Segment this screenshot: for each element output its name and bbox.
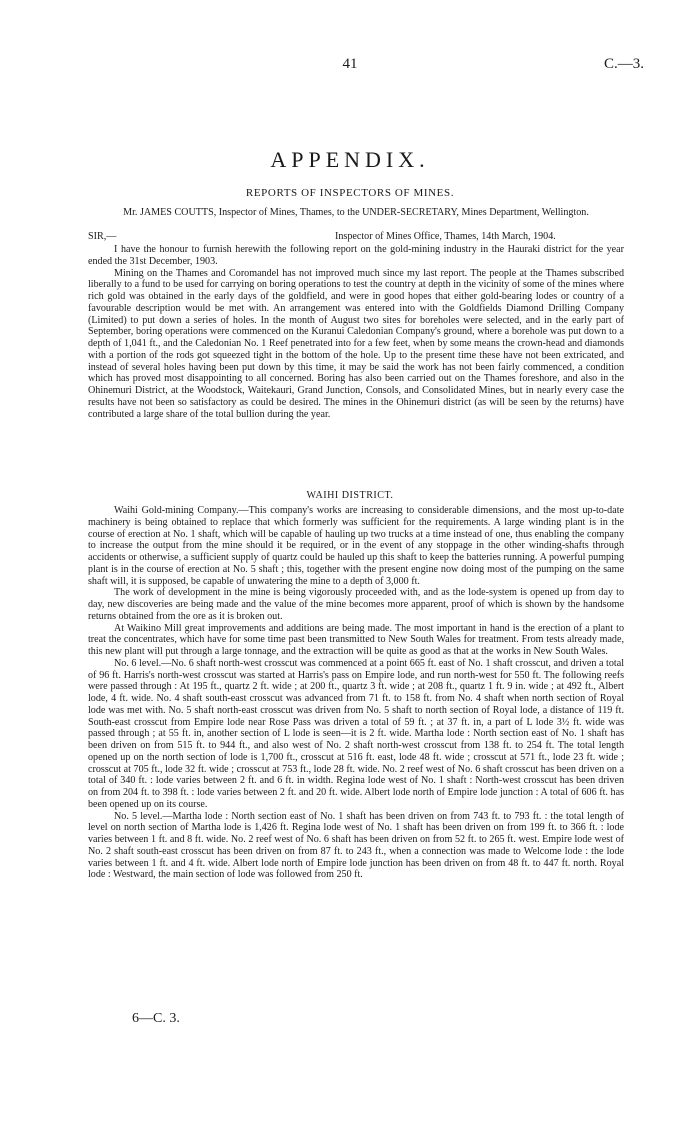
signature-mark: 6—C. 3. bbox=[132, 1011, 180, 1026]
paragraph: Waihi Gold-mining Company.—This company's works are increasing to considerable dimensions, and the most up-to-date machinery is being obtained to replace that which formerly was sufficient for the requirements. A large winding plant is in the course of erection at No. 1 shaft, which will be capable of hauling up two trucks at a time instead of one, thus enabling the company to increase the output from the mine should it be required, or in the event of any stoppage in the other winding-shafts through accidents or otherwise, a sufficient supply of quartz could be hauled up this shaft to keep the batteries running. A powerful pumping plant is in the course of erection at No. 5 shaft ; this, together with the present engine now doing most of the pumping on the same shaft will, it is supposed, be capable of unwatering the mine to a depth of 3,000 ft. bbox=[88, 505, 624, 587]
section-subtitle: REPORTS OF INSPECTORS OF MINES. bbox=[245, 187, 455, 199]
paragraph: No. 5 level.—Martha lode : North section east of No. 1 shaft has been driven on from 743 ft. to 793 ft. : the total length of level on north section of Martha lode is 1,426 ft. Regina lode west of No. 1 shaft has been driven on from 199 ft. to 366 ft. : lode varies between 1 ft. and 8 ft. wide. No. 2 reef west of No. 6 shaft has been driven on from 52 ft. to 265 ft. west. Empire lode west of No. 2 shaft south-east crosscut has been driven on from 87 ft. to 243 ft., when a connection was made to Welcome lode : the lode varies between 1 ft. and 4 ft. wide. Albert lode north of Empire lode junction has been driven on from 48 ft. to 447 ft. north. Royal lode : Westward, the main section of lode was followed from 250 ft. bbox=[88, 810, 624, 881]
waihi-section bbox=[88, 505, 624, 881]
document-reference: C.—3. bbox=[603, 56, 644, 72]
paragraph: Mining on the Thames and Coromandel has not improved much since my last report. The people at the Thames subscribed liberally to a fund to be used for carrying on boring operations to test the country at depth in the vicinity of some of the mines where rich gold was obtained in the early days of the goldfield, and were in good hopes that either gold-bearing lodes or country of a favourable description would be met with. An arrangement was entered into with the Goldfields Diamond Drilling Company (Limited) to put down a series of holes. In the month of August two sites for boreholes were selected, and in the early part of September, boring operations were commenced on the Kuranui Caledonian Company's ground, where a borehole was put down to a depth of 1,041 ft., and the Caledonian No. 1 Reef penetrated into for a few feet, when by some means the crown-head and diamonds with a portion of the rods got squeezed tight in the bottom of the hole. Up to the present time these have not been extricated, and instead of several holes having been put down by this time, it may be said the work has not been fairly commenced, a condition which has proved most disappointing to all concerned. Boring has also been carried out on the Thames foreshore, and also in the Ohinemuri District, at the Woodstock, Waitekauri, Grand Junction, Consols, and Consolidated Mines, but in nearly every case the results have not been so satisfactory as could be desired. The mines in the Ohinemuri district (as will be seen by the returns) have contributed a large share of the total bullion during the year. bbox=[88, 267, 624, 420]
page-number: 41 bbox=[342, 56, 358, 72]
section-heading: WAIHI DISTRICT. bbox=[306, 490, 394, 501]
address-line: Mr. JAMES COUTTS, Inspector of Mines, Thames, to the UNDER-SECRETARY, Mines Department, Wellington. bbox=[123, 207, 589, 218]
office-line: Inspector of Mines Office, Thames, 14th March, 1904. bbox=[335, 231, 556, 242]
paragraph: At Waikino Mill great improvements and additions are being made. The most important in hand is the erection of a plant to treat the concentrates, which have for some time past been transmitted to New South Wales for treatment. From tests already made, this new plant will put through a large tonnage, and the extraction will be quite as good as that at the works in New South Wales. bbox=[88, 622, 624, 657]
report-intro bbox=[88, 244, 624, 420]
page-title: APPENDIX. bbox=[270, 147, 430, 172]
paragraph: No. 6 level.—No. 6 shaft north-west crosscut was commenced at a point 665 ft. east of No. 1 shaft crosscut, and driven a total of 96 ft. Harris's north-west crosscut was started at Harris's pass on Empire lode, and run north-west for 550 ft. The following reefs were passed through : At 195 ft., quartz 2 ft. wide ; at 200 ft., quartz 3 ft. wide ; at 208 ft., quartz 1 ft. 9 in. wide ; at 492 ft., Albert lode, 4 ft. wide. No. 4 shaft south-east crosscut was advanced from 71 ft. to 158 ft. from No. 4 shaft when north section of Royal lode was met with. No. 5 shaft north-east crosscut was driven from No. 5 shaft to north section of Royal lode, a distance of 119 ft. South-east crosscut from Empire lode near Rose Pass was driven a total of 59 ft. ; at 37 ft. in, a part of L lode 3½ ft. wide was passed through ; at 55 ft. in, another section of L lode is seen—it is 2 ft. wide. Martha lode : North section east of No. 1 shaft has been driven on from 515 ft. to 944 ft., and also west of No. 2 shaft north-west crosscut from 138 ft. to 254 ft. The total length opened up on the north section of lode is 1,700 ft., crosscut at 516 ft. east, lode 48 ft. wide ; crosscut at 571 ft., lode 23 ft. wide ; crosscut at 705 ft., lode 32 ft. wide ; crosscut at 753 ft., lode 28 ft. wide. No. 2 reef west of No. 6 shaft crosscut has been driven on a total of 340 ft. : lode varies between 2 ft. and 6 ft. in width. Regina lode west of No. 1 shaft : North-west crosscut has been driven on from 204 ft. to 398 ft. : lode varies between 2 ft. and 20 ft. wide. Albert lode north of Empire lode junction : A total of 606 ft. has been opened up on its course. bbox=[88, 657, 624, 810]
paragraph: The work of development in the mine is being vigorously proceeded with, and as the lode-system is opened up from day to day, new discoveries are being made and the value of the mine becomes more apparent, proof of which is shown by the handsome returns obtained from the ore as it is broken out. bbox=[88, 587, 624, 622]
paragraph: I have the honour to furnish herewith the following report on the gold-mining industry in the Hauraki district for the year ended the 31st December, 1903. bbox=[88, 244, 624, 267]
salutation: SIR,— bbox=[88, 231, 117, 242]
